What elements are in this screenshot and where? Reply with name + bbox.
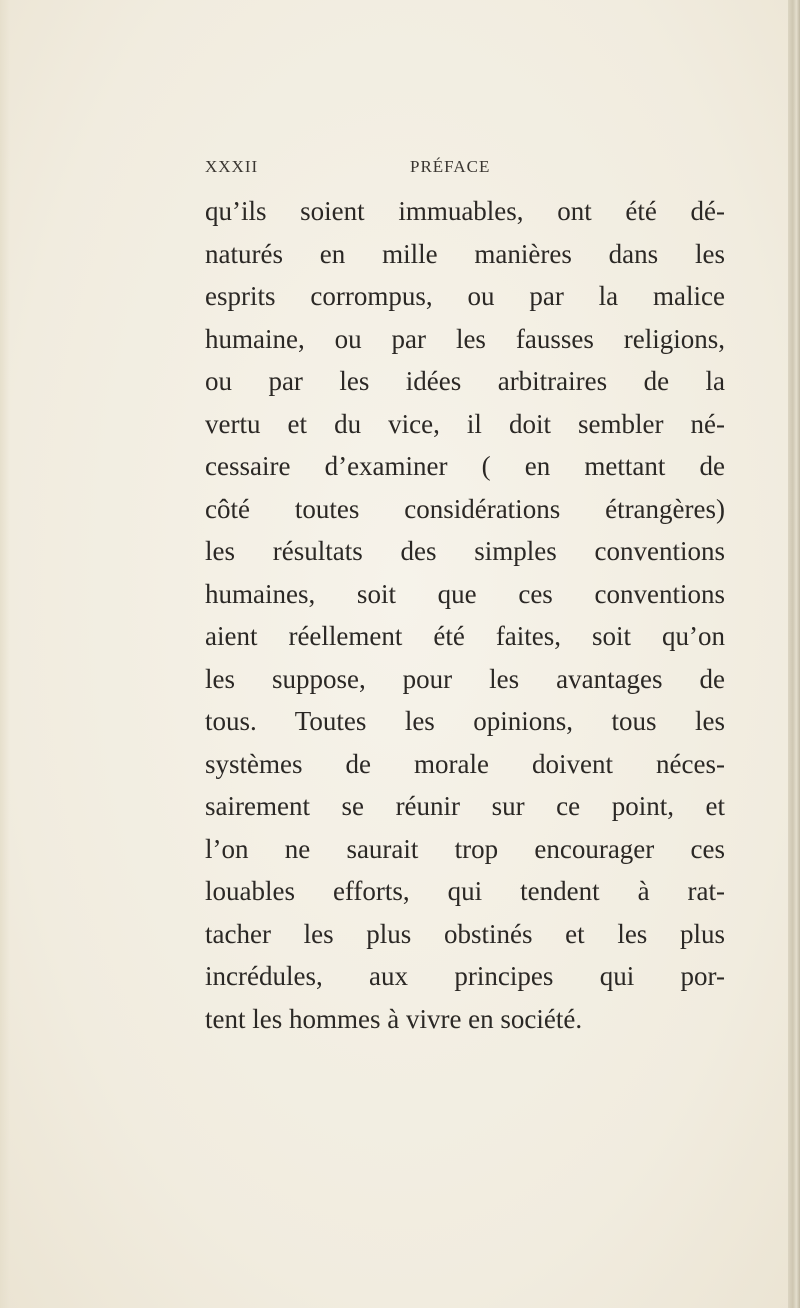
running-head: [205, 157, 725, 181]
text-line: louables efforts, qui tendent à rat-: [205, 876, 725, 906]
text-line: tent les hommes à vivre en société.: [205, 1003, 583, 1034]
page-gutter-shadow: [0, 0, 10, 1308]
page-number: XXXII: [205, 157, 259, 176]
text-line: tous. Toutes les opinions, tous les: [205, 706, 725, 736]
text-line: incrédules, aux principes qui por-: [205, 961, 725, 991]
text-line: naturés en mille manières dans les: [205, 238, 725, 269]
text-line: l’on ne saurait trop encourager ces: [205, 833, 725, 864]
text-line: ou par les idées arbitraires de la: [205, 366, 725, 396]
running-title: PRÉFACE: [410, 157, 491, 176]
text-line: les suppose, pour les avantages de: [205, 663, 725, 694]
text-line: esprits corrompus, ou par la malice: [205, 281, 725, 311]
text-line: humaine, ou par les fausses religions,: [205, 323, 725, 354]
body-text: [205, 190, 725, 1040]
text-line: humaines, soit que ces conventions: [205, 578, 725, 609]
text-line: qu’ils soient immuables, ont été dé-: [205, 196, 725, 226]
text-line: tacher les plus obstinés et les plus: [205, 918, 725, 949]
text-line: côté toutes considérations étrangères): [205, 493, 725, 524]
text-line: les résultats des simples conventions: [205, 536, 725, 566]
text-line: systèmes de morale doivent néces-: [205, 748, 725, 779]
page-edge: [788, 0, 800, 1308]
text-line: aient réellement été faites, soit qu’on: [205, 621, 725, 651]
text-line: cessaire d’examiner ( en mettant de: [205, 451, 725, 481]
text-line: vertu et du vice, il doit sembler né-: [205, 408, 725, 439]
text-line: sairement se réunir sur ce point, et: [205, 791, 725, 821]
